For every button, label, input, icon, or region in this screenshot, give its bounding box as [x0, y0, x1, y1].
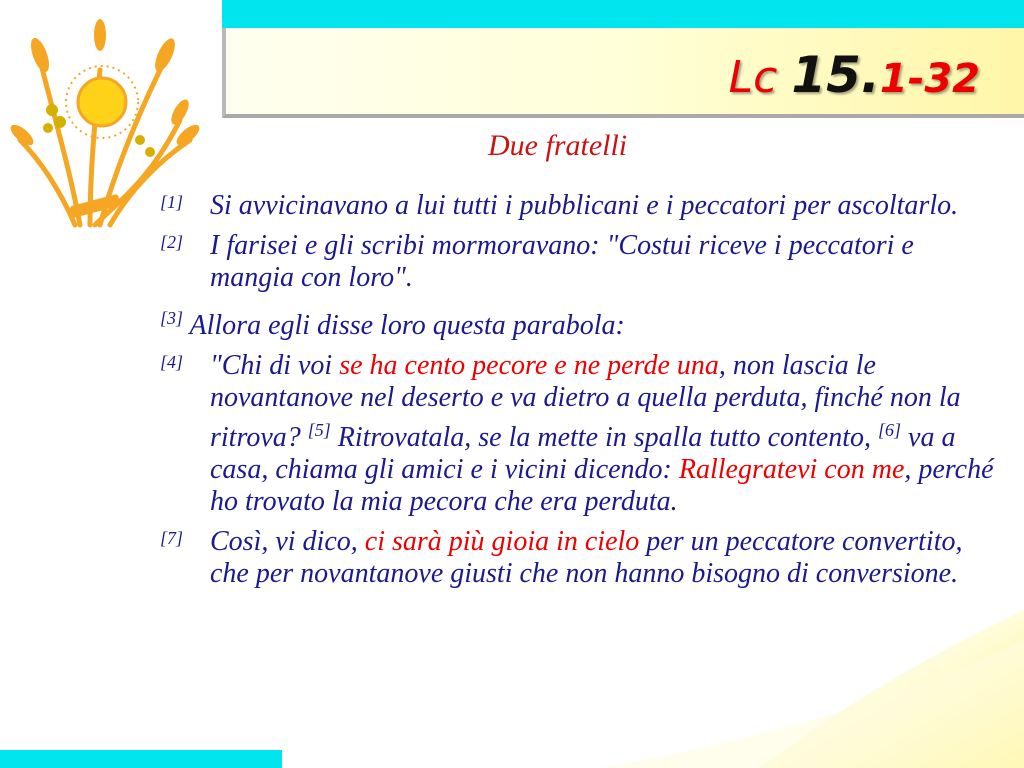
top-accent-bar [222, 0, 1024, 30]
highlight-text: se ha cento pecore e ne perde una [339, 350, 719, 381]
verse-4-part-a: "Chi di voi [210, 350, 340, 381]
verse-6-part-b: , perché ho trovato la mia pecora che era perduta. [210, 454, 994, 517]
bottom-accent-bar [0, 750, 282, 768]
verse-4-part-b: , non lascia le novantanove nel deserto e va dietro a quella perduta, finché non la ritrova? [210, 350, 961, 453]
verse-number: [1] [160, 192, 184, 212]
verse-5-text: Ritrovatala, se la mette in spalla tutto contento, [330, 422, 878, 453]
verse-4 [160, 350, 1000, 518]
verse-7-part-a: Così, vi dico, [210, 526, 365, 557]
verse-number-5: [5] [307, 420, 331, 440]
verse-text [210, 350, 1000, 518]
verse-1 [160, 190, 1000, 222]
verse-number-6: [6] [878, 420, 902, 440]
verse-3 [160, 302, 1000, 342]
verse-2 [160, 230, 1000, 294]
highlight-text: ci sarà più gioia in cielo [364, 526, 640, 557]
verse-text: Allora egli disse loro questa parabola: [189, 310, 625, 341]
verse-7-part-b: per un peccatore convertito, che per novantanove giusti che non hanno bisogno di conversione. [210, 526, 963, 589]
verse-text [210, 526, 1000, 590]
verse-number: [3] [160, 308, 184, 328]
verse-text: I farisei e gli scribi mormoravano: "Costui riceve i peccatori e mangia con loro". [210, 230, 914, 293]
verse-7 [160, 526, 1000, 590]
title-chapter: 15. [791, 46, 880, 104]
highlight-text: Rallegratevi con me [678, 454, 905, 485]
page-title [728, 46, 980, 104]
scripture-text [160, 190, 1000, 598]
subtitle: Due fratelli [488, 129, 628, 162]
title-book: Lc [728, 52, 778, 103]
verse-number: [7] [160, 528, 184, 548]
title-verses: 1-32 [879, 56, 980, 102]
title-banner [222, 28, 1024, 118]
verse-6-part-a: va a casa, chiama gli amici e i vicini dicendo: [210, 422, 956, 485]
verse-text: Si avvicinavano a lui tutti i pubblicani e i peccatori per ascoltarlo. [210, 190, 959, 221]
verse-number: [2] [160, 232, 184, 252]
verse-number: [4] [160, 352, 184, 372]
